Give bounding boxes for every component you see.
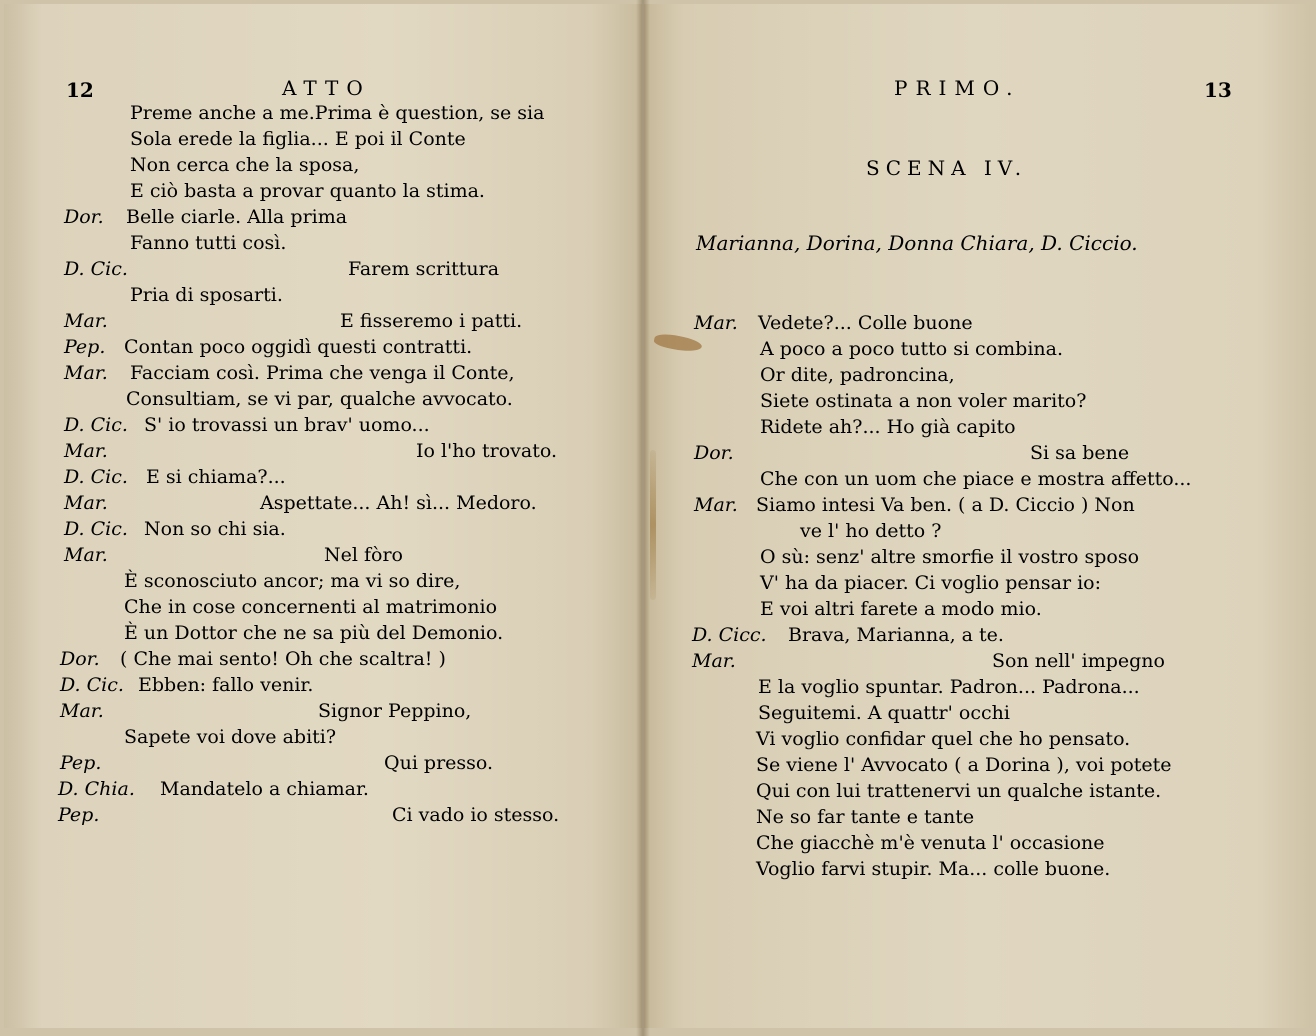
verse-line: Nel fòro [324, 544, 403, 566]
verse-line: Vedete?... Colle buone [758, 312, 973, 334]
speaker-tag: Mar. [64, 440, 108, 462]
gutter-stain [650, 450, 656, 600]
speaker-tag: Mar. [64, 492, 108, 514]
verse-line: A poco a poco tutto si combina. [760, 338, 1063, 360]
speaker-tag: D. Chia. [58, 778, 135, 800]
verse-line: E voi altri farete a modo mio. [760, 598, 1042, 620]
verse-line: Fanno tutti così. [130, 232, 287, 254]
speaker-tag: Mar. [60, 700, 104, 722]
verse-line: Che in cose concernenti al matrimonio [124, 596, 498, 618]
verse-line: Sola erede la figlia... E poi il Conte [130, 128, 466, 150]
speaker-tag: Pep. [60, 752, 102, 774]
verse-line: E ciò basta a provar quanto la stima. [130, 180, 485, 202]
right-page-number: 13 [1204, 78, 1232, 102]
verse-line: Aspettate... Ah! sì... Medoro. [260, 492, 537, 514]
scene-characters: Marianna, Dorina, Donna Chiara, D. Ciccio. [696, 231, 1138, 255]
speaker-tag: Mar. [64, 544, 108, 566]
verse-line: È sconosciuto ancor; ma vi so dire, [124, 570, 461, 592]
left-running-head: ATTO [282, 76, 371, 100]
left-page-number: 12 [66, 78, 94, 102]
verse-line: È un Dottor che ne sa più del Demonio. [124, 622, 504, 644]
verse-line: E la voglio spuntar. Padron... Padrona... [758, 676, 1140, 698]
verse-line: V' ha da piacer. Ci voglio pensar io: [760, 572, 1102, 594]
scene-title: SCENA IV. [866, 156, 1028, 180]
verse-line: Farem scrittura [348, 258, 500, 280]
speaker-tag: D. Cic. [60, 674, 124, 696]
verse-line: Ci vado io stesso. [392, 804, 560, 826]
verse-line: Siete ostinata a non voler marito? [760, 390, 1087, 412]
verse-line: Contan poco oggidì questi contratti. [124, 336, 473, 358]
speaker-tag: Dor. [694, 442, 734, 464]
verse-line: Facciam così. Prima che venga il Conte, [130, 362, 515, 384]
speaker-tag: D. Cicc. [692, 624, 767, 646]
speaker-tag: Mar. [692, 650, 736, 672]
verse-line: Preme anche a me.Prima è question, se sia [130, 102, 545, 124]
verse-line: O sù: senz' altre smorfie il vostro sposo [760, 546, 1140, 568]
verse-line: Ne so far tante e tante [756, 806, 975, 828]
verse-line: Vi voglio confidar quel che ho pensato. [756, 728, 1131, 750]
speaker-tag: D. Cic. [64, 518, 128, 540]
verse-line: Signor Peppino, [318, 700, 472, 722]
verse-line: Seguitemi. A quattr' occhi [758, 702, 1010, 724]
speaker-tag: Pep. [64, 336, 106, 358]
verse-line: Che giacchè m'è venuta l' occasione [756, 832, 1105, 854]
book-gutter [636, 0, 650, 1036]
verse-line: ve l' ho detto ? [800, 520, 942, 542]
speaker-tag: Mar. [64, 310, 108, 332]
verse-line: Voglio farvi stupir. Ma... colle buone. [756, 858, 1111, 880]
verse-line: Or dite, padroncina, [760, 364, 955, 386]
verse-line: Belle ciarle. Alla prima [126, 206, 348, 228]
verse-line: Sapete voi dove abiti? [124, 726, 337, 748]
verse-line: S' io trovassi un brav' uomo... [144, 414, 430, 436]
verse-line: Qui con lui trattenervi un qualche istante. [756, 780, 1162, 802]
verse-line: Consultiam, se vi par, qualche avvocato. [126, 388, 513, 410]
verse-line: Qui presso. [384, 752, 494, 774]
speaker-tag: Dor. [60, 648, 100, 670]
verse-line: Pria di sposarti. [130, 284, 283, 306]
verse-line: Ridete ah?... Ho già capito [760, 416, 1016, 438]
verse-line: E si chiama?... [146, 466, 286, 488]
verse-line: E fisseremo i patti. [340, 310, 523, 332]
verse-line: Io l'ho trovato. [416, 440, 557, 462]
verse-line: Non cerca che la sposa, [130, 154, 360, 176]
speaker-tag: D. Cic. [64, 258, 128, 280]
speaker-tag: Mar. [694, 312, 738, 334]
verse-line: Son nell' impegno [992, 650, 1165, 672]
speaker-tag: Pep. [58, 804, 100, 826]
verse-line: Se viene l' Avvocato ( a Dorina ), voi potete [756, 754, 1172, 776]
speaker-tag: Dor. [64, 206, 104, 228]
verse-line: Si sa bene [1030, 442, 1130, 464]
speaker-tag: D. Cic. [64, 414, 128, 436]
verse-line: Mandatelo a chiamar. [160, 778, 369, 800]
verse-line: ( Che mai sento! Oh che scaltra! ) [120, 648, 446, 670]
verse-line: Che con un uom che piace e mostra affetto... [760, 468, 1192, 490]
right-running-head: PRIMO. [894, 76, 1021, 100]
verse-line: Brava, Marianna, a te. [788, 624, 1004, 646]
speaker-tag: Mar. [694, 494, 738, 516]
verse-line: Non so chi sia. [144, 518, 286, 540]
speaker-tag: D. Cic. [64, 466, 128, 488]
verse-line: Ebben: fallo venir. [138, 674, 314, 696]
speaker-tag: Mar. [64, 362, 108, 384]
verse-line: Siamo intesi Va ben. ( a D. Ciccio ) Non [756, 494, 1135, 516]
